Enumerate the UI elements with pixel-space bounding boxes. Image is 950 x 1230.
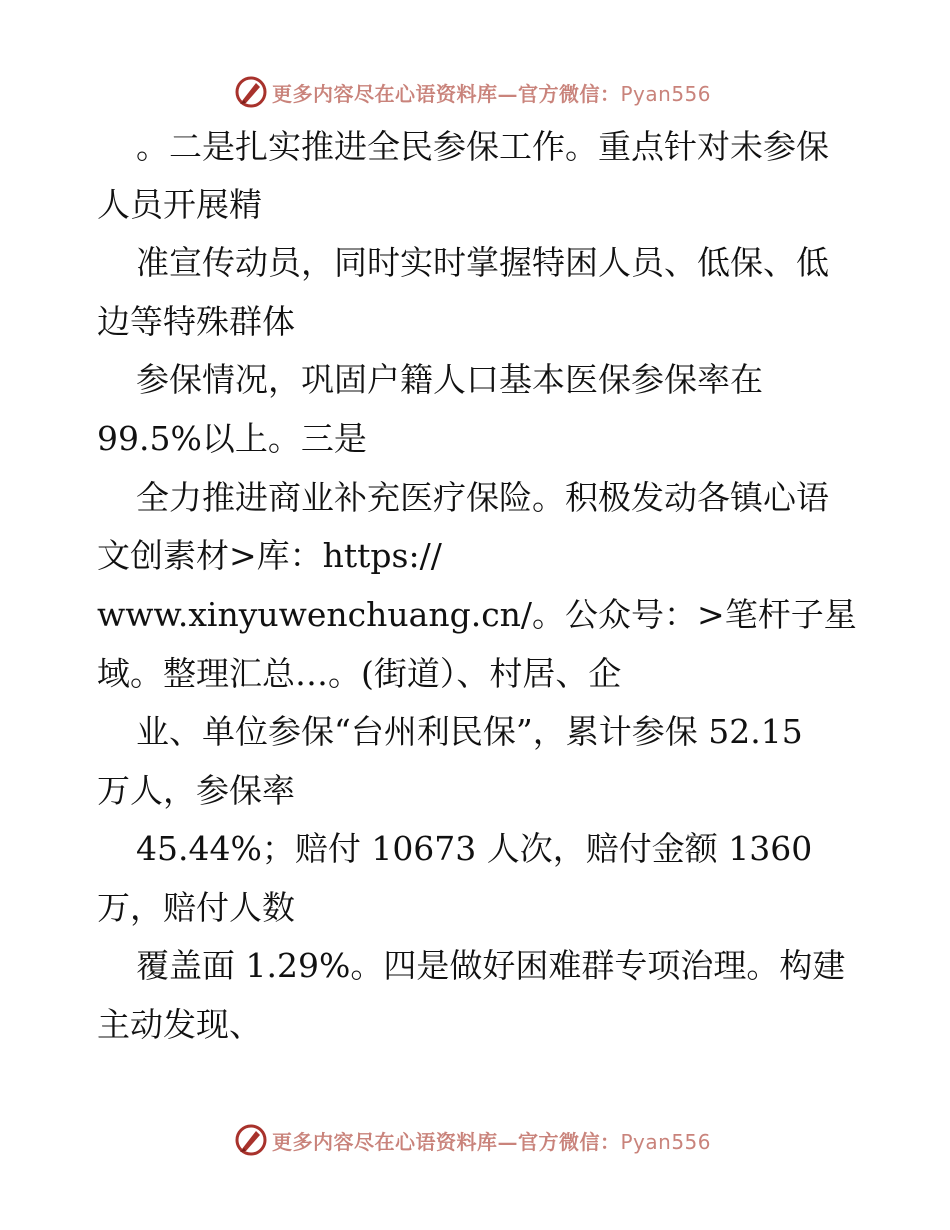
text-line: 主动发现、 (97, 1005, 262, 1044)
text-line: 万，赔付人数 (97, 888, 295, 927)
watermark-text: 更多内容尽在心语资料库—官方微信：Pyan556 (272, 81, 712, 106)
pen-logo-icon (234, 75, 268, 109)
pen-logo-icon (234, 1123, 268, 1157)
text-line: 文创素材>库：https:// (97, 536, 442, 575)
text-line: www.xinyuwenchuang.cn/。公众号：>笔杆子星 (97, 595, 857, 634)
text-line: 万人，参保率 (97, 771, 295, 810)
text-line: 全力推进商业补充医疗保险。积极发动各镇心语 (136, 478, 829, 517)
header-watermark (0, 72, 950, 112)
text-line: 准宣传动员，同时实时掌握特困人员、低保、低 (136, 243, 829, 282)
text-line: 45.44%；赔付 10673 人次，赔付金额 1360 (136, 829, 813, 868)
text-line: 业、单位参保“台州利民保”，累计参保 52.15 (136, 712, 803, 751)
text-line: 人员开展精 (97, 185, 262, 224)
text-line: 。二是扎实推进全民参保工作。重点针对未参保 (136, 127, 829, 166)
footer-watermark (0, 1120, 950, 1160)
text-line: 覆盖面 1.29%。四是做好困难群专项治理。构建 (136, 946, 846, 985)
text-line: 99.5%以上。三是 (97, 419, 367, 458)
text-line: 域。整理汇总…。(街道）、村居、企 (97, 654, 622, 693)
text-line: 参保情况，巩固户籍人口基本医保参保率在 (136, 360, 763, 399)
text-line: 边等特殊群体 (97, 302, 295, 341)
watermark-text: 更多内容尽在心语资料库—官方微信：Pyan556 (272, 1129, 712, 1154)
